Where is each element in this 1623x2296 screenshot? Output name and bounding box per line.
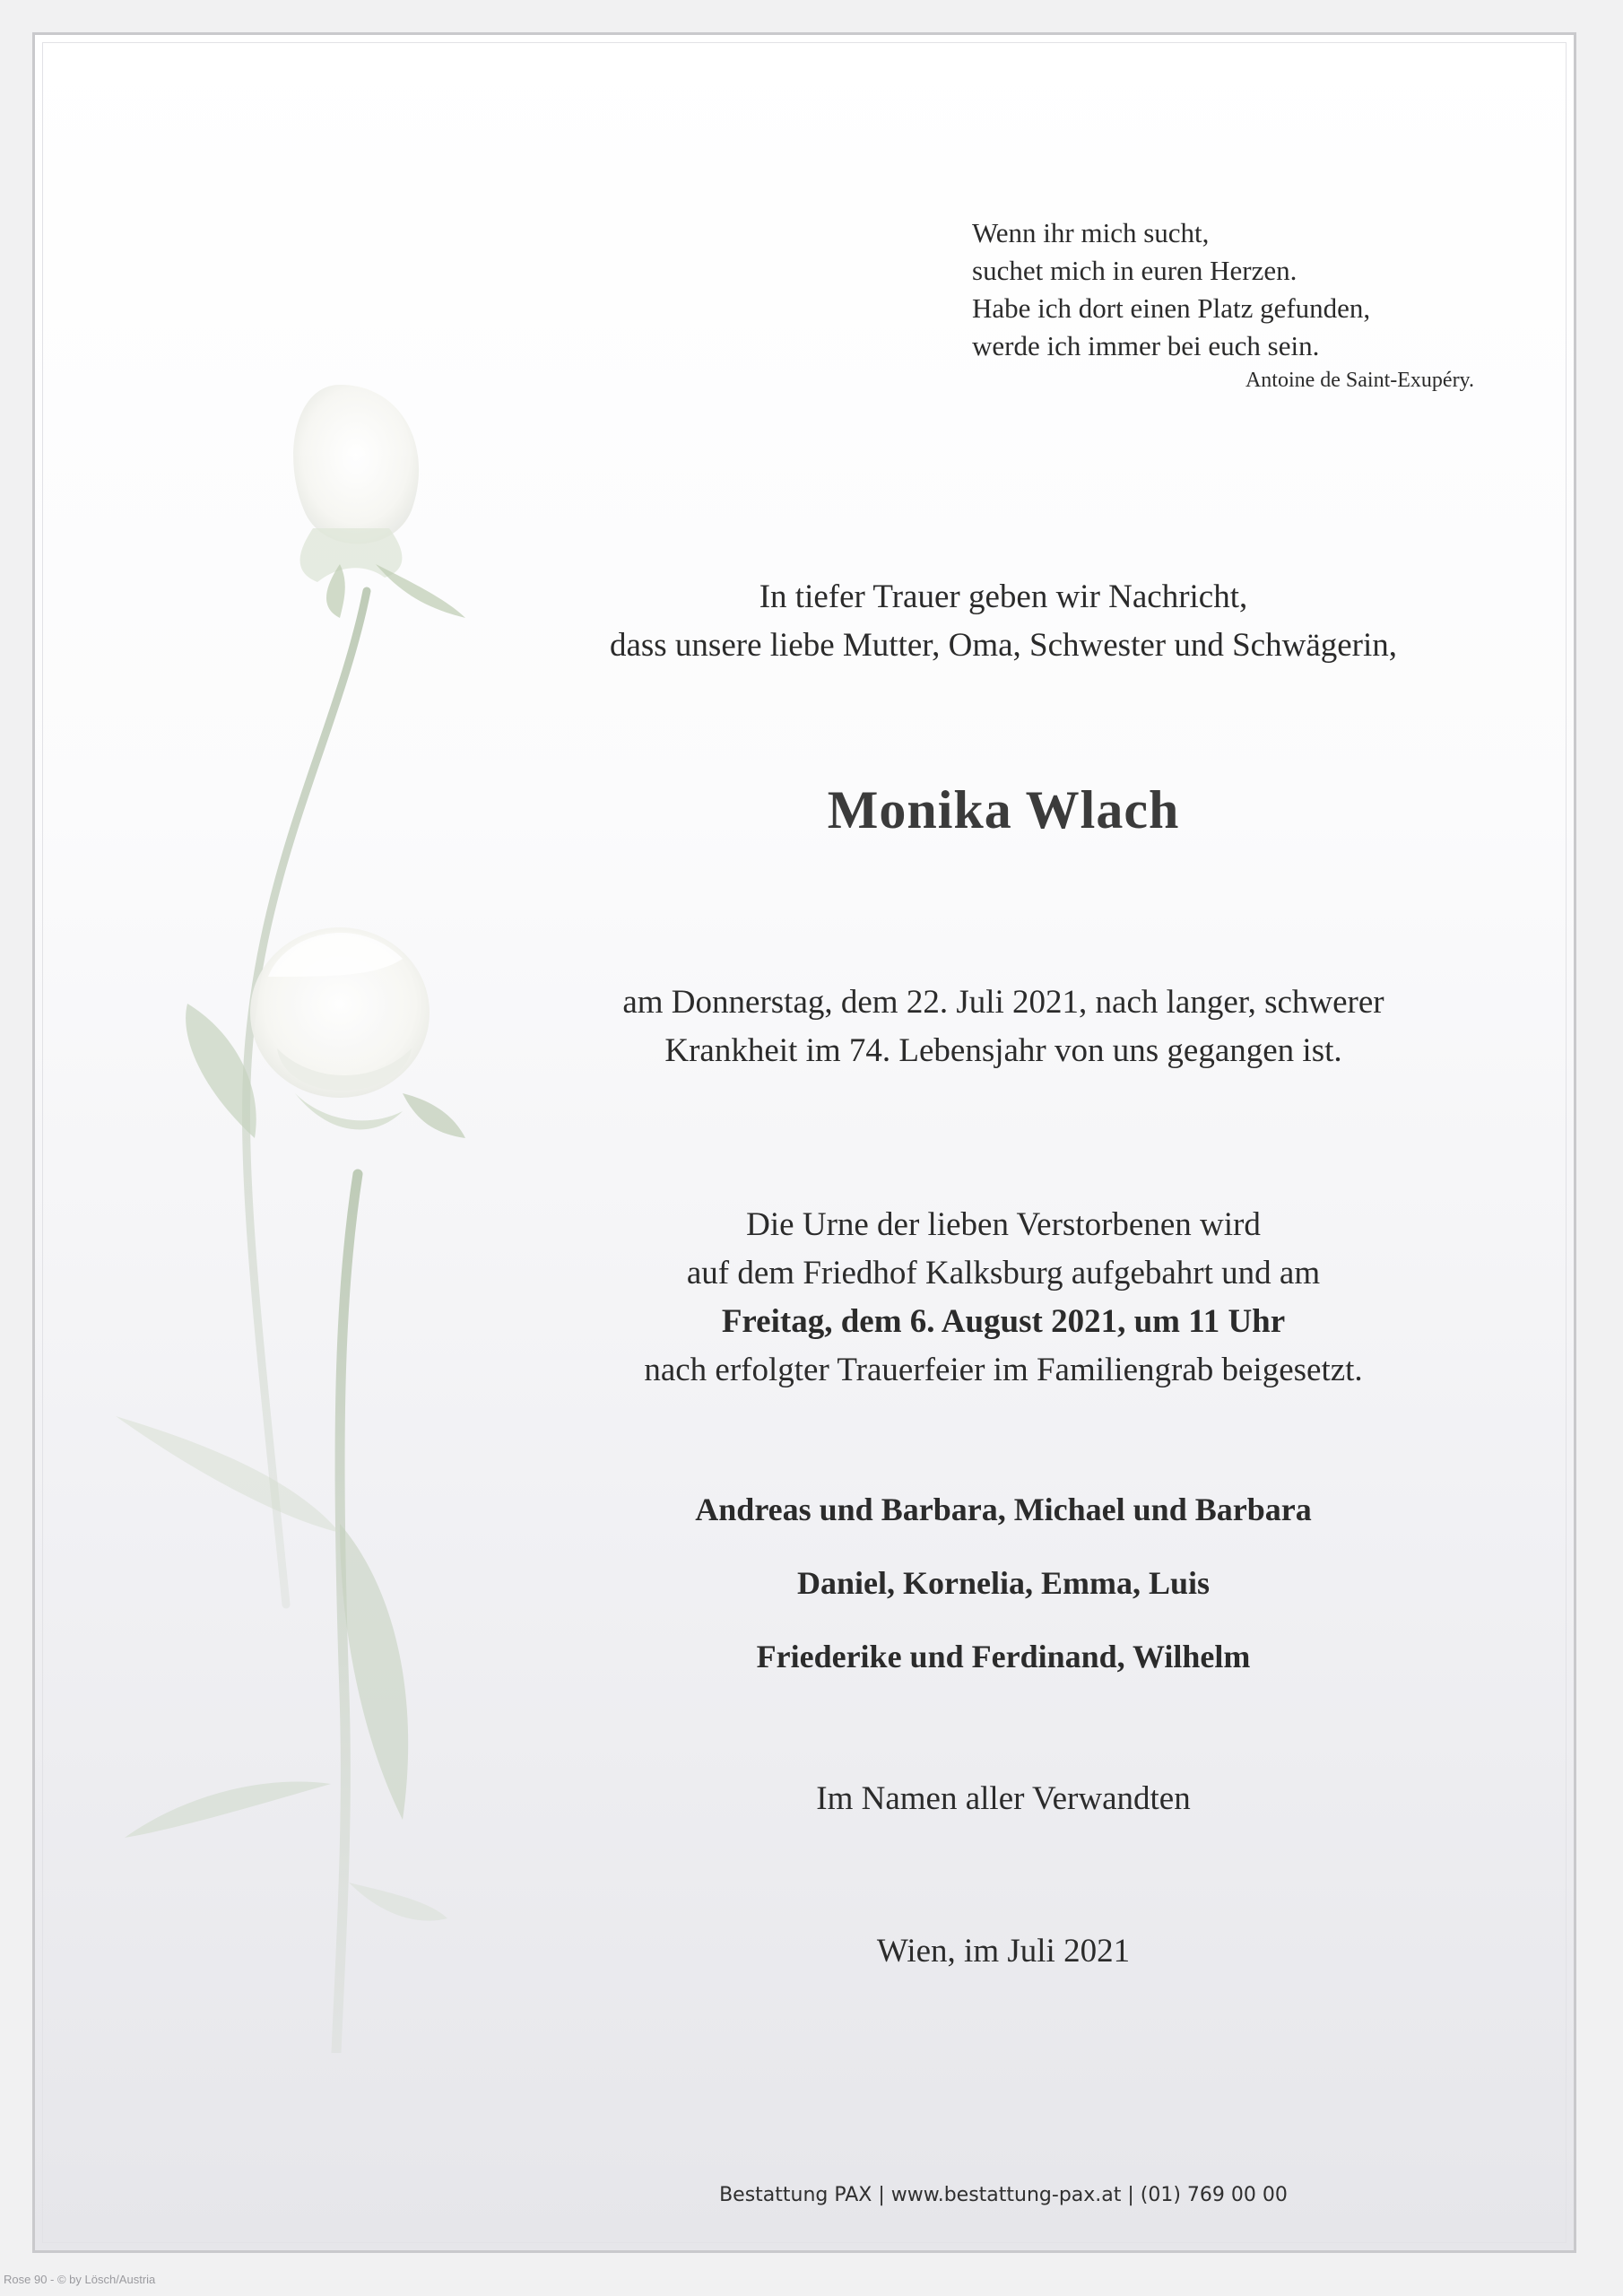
poem-author: Antoine de Saint-Exupéry. (1245, 369, 1474, 392)
place-date: Wien, im Juli 2021 (876, 1933, 1131, 1970)
burial-line-2: auf dem Friedhof Kalksburg aufgebahrt und am (686, 1255, 1321, 1292)
leaf-1 (186, 1004, 256, 1138)
intro-line-2: dass unsere liebe Mutter, Oma, Schwester und Schwägerin, (609, 627, 1398, 664)
death-text (465, 978, 1541, 1075)
stem-upper (247, 591, 367, 1605)
rose-lower (250, 927, 465, 1138)
intro-line-1: In tiefer Trauer geben wir Nachricht, (759, 578, 1248, 615)
family-line: Daniel, Kornelia, Emma, Luis (796, 1565, 1211, 1601)
family-list (465, 1473, 1541, 1693)
family-line: Andreas und Barbara, Michael und Barbara (695, 1492, 1312, 1527)
leaf-4 (116, 1416, 340, 1533)
death-line-2: Krankheit im 74. Lebensjahr von uns gegangen ist. (664, 1032, 1342, 1069)
intro-text (465, 573, 1541, 670)
design-imprint: Rose 90 - © by Lösch/Austria (4, 2273, 156, 2286)
obituary-sheet (32, 32, 1576, 2253)
burial-text (465, 1201, 1541, 1395)
burial-date: Freitag, dem 6. August 2021, um 11 Uhr (721, 1303, 1286, 1340)
burial-line-1: Die Urne der lieben Verstorbenen wird (746, 1206, 1261, 1243)
poem (972, 214, 1510, 396)
leaf-3 (125, 1782, 331, 1839)
poem-line: suchet mich in euren Herzen. (972, 255, 1298, 286)
poem-line: werde ich immer bei euch sein. (972, 330, 1320, 361)
poem-line: Wenn ihr mich sucht, (972, 217, 1210, 248)
family-line: Friederike und Ferdinand, Wilhelm (756, 1639, 1251, 1674)
relatives-note: Im Namen aller Verwandten (816, 1780, 1191, 1817)
death-line-1: am Donnerstag, dem 22. Juli 2021, nach langer, schwerer (622, 984, 1384, 1021)
stem-lower (336, 1174, 358, 2053)
funeral-home-footer: Bestattung PAX | www.bestattung-pax.at | (01) 769 00 00 (719, 2184, 1288, 2206)
leaf-5 (349, 1883, 447, 1921)
poem-line: Habe ich dort einen Platz gefunden, (972, 292, 1371, 324)
deceased-name: Monika Wlach (827, 780, 1180, 839)
burial-line-4: nach erfolgter Trauerfeier im Familiengrab beigesetzt. (644, 1352, 1363, 1388)
rose-top (293, 385, 465, 618)
leaf-2 (340, 1524, 408, 1820)
